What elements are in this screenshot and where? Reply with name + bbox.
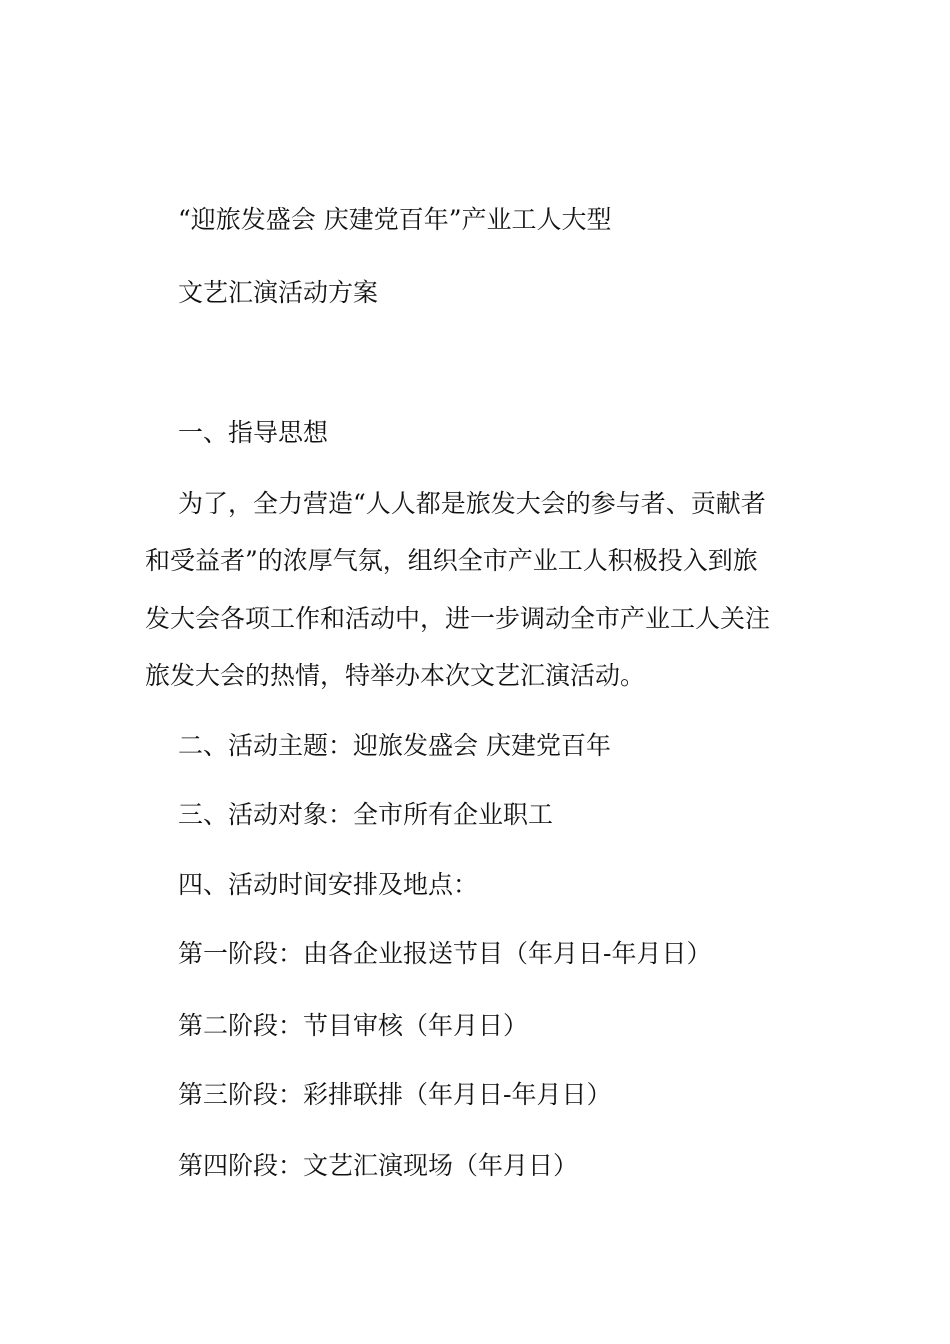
paragraph-line: 发大会各项工作和活动中，进一步调动全市产业工人关注 [145,604,771,633]
section-heading-schedule-location: 四、活动时间安排及地点： [178,870,479,899]
document-title-line-2: 文艺汇演活动方案 [178,278,379,307]
document-title-line-1: “迎旅发盛会 庆建党百年”产业工人大型 [178,205,612,234]
paragraph-line: 和受益者”的浓厚气氛，组织全市产业工人积极投入到旅 [145,546,758,575]
stage-item: 第二阶段：节目审核（年月日） [178,1011,529,1040]
section-activity-theme: 二、活动主题：迎旅发盛会 庆建党百年 [178,731,611,760]
paragraph-line: 旅发大会的热情，特举办本次文艺汇演活动。 [145,661,646,690]
paragraph-line: 为了，全力营造“人人都是旅发大会的参与者、贡献者 [178,489,766,518]
section-heading-guiding-ideology: 一、指导思想 [178,418,329,447]
section-activity-target: 三、活动对象：全市所有企业职工 [178,800,554,829]
stage-item: 第一阶段：由各企业报送节目（年月日-年月日） [178,939,712,968]
stage-item: 第三阶段：彩排联排（年月日-年月日） [178,1080,612,1109]
stage-item: 第四阶段：文艺汇演现场（年月日） [178,1151,579,1180]
